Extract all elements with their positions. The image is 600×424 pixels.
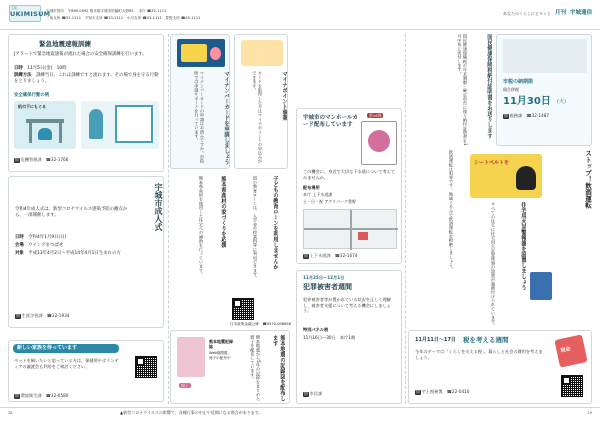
kumamon-mascot-icon [516, 166, 536, 190]
earthquake-title: 熊本地震の記録誌を配布します [271, 335, 285, 401]
section-heading [503, 7, 592, 21]
pet-qr-code[interactable] [135, 356, 157, 378]
earthquake-body: 熊本地震から5年の記録をまとめた冊子を配布しています。 [250, 335, 261, 401]
tax-badge-box [554, 334, 587, 367]
deadline-box-sub: 個合併税 [503, 87, 519, 92]
loan-qr-code[interactable] [232, 298, 254, 320]
tax-week-date: 11月11日〜17日 [415, 337, 456, 343]
date-label: 日時 [14, 66, 23, 71]
book-cover-image [177, 337, 205, 377]
tax-document-image [503, 39, 587, 73]
fire-body: すべての住宅に住宅用火災警報器の設置が義務付けられています。 [491, 202, 496, 328]
traffic-badge: シートベルトを [474, 160, 510, 166]
ceremony-body: 令和4年成人式は、新型コロナウイルス感染予防の観点から、一部開催します。 [15, 207, 128, 218]
pet-adoption-card [8, 340, 164, 402]
ceremony-target-row: 対象 平成13年4月2日〜平成14年4月1日生まれの方 [15, 251, 121, 256]
disaster-method-row [14, 73, 160, 85]
safety-illustration [81, 101, 159, 149]
location-map[interactable] [303, 209, 397, 249]
mynumber-banner [177, 39, 225, 67]
crime-event-label: 特別パネル展 [303, 327, 329, 332]
disaster-body: Jアラートで緊急地震速報が流れた場合の安全確保訓練を行います。 [14, 52, 147, 57]
example1-label: 机の下にもぐる [18, 104, 46, 109]
tax-week-body: 今年のテーマは「くらしを支える税」。暮らしと社会の費用を考えましょう。 [415, 349, 543, 360]
tax-week-qr-code[interactable] [561, 375, 583, 397]
method-label: 訓練方法 [14, 73, 32, 78]
manhole-place-label: 配布場所 [303, 185, 320, 190]
my-point-section [234, 34, 288, 169]
section-subtitle: あなたのくらしにピタッと [502, 11, 551, 17]
education-loan-body: 国の教育ローンは、入学金や授業料等に利用できます。 [253, 176, 258, 281]
tax-contact: 問 税務課 ☎32-1487 [504, 113, 550, 118]
traffic-title: ストップ！飲酒運転 [584, 150, 592, 209]
windmill-icon [530, 272, 552, 300]
book-caption: Web版閲覧、冊子の配布中 [209, 351, 232, 360]
page-number-right: 29 [587, 411, 592, 415]
manhole-contact: 問 上下水道課 ☎32-1674 [304, 253, 358, 258]
mynumber-title: マイナンバーカードを申請しましょう [223, 71, 229, 165]
mypoint-body: カードを取得した方はマイナポイントの申込みができます。 [252, 71, 263, 164]
section-name: 宇城通信 [569, 10, 592, 17]
disaster-contact: 問 危機管理課 ☎32-1766 [15, 157, 69, 162]
manhole-place1: 本庁 上下水道課 [303, 192, 333, 197]
fire-title: 住宅用火災警報器を設置しましょう [520, 202, 526, 290]
manhole-place2: 土・日・祝 アグリパーク豊野 [303, 199, 357, 204]
mypoint-banner [241, 40, 283, 66]
map-road [350, 210, 352, 250]
tax-deadline-card [496, 34, 592, 146]
card-icon [181, 44, 207, 62]
standing-person-icon [89, 109, 103, 139]
mypoint-title: マイナポイント事業 [281, 71, 287, 121]
crime-event: 11月16日〜30日 本庁1階 [303, 335, 356, 340]
disaster-date-row [14, 66, 67, 72]
tax-title: 国民健康保険税納付証明書をお送りします [486, 34, 492, 139]
ceremony-card [8, 176, 164, 328]
map-pin-icon [358, 232, 368, 240]
page-footer [0, 407, 600, 424]
disaster-method: 訓練当日、これは訓練ですと流れます。その場で身を守る行動をとりましょう。 [14, 73, 159, 84]
disaster-drill-card [8, 34, 164, 172]
person-icon [38, 128, 52, 140]
logo-title: UKIMISUM [10, 10, 51, 18]
disaster-date: 11月5日(金) 10時 [27, 66, 67, 71]
kumamoto-wood-title: 熊本県産材の家づくりを応援 [220, 176, 226, 248]
column-divider [168, 34, 169, 404]
tax-week-title: 税を考える週間 [463, 336, 509, 344]
crime-title: 犯罪被害者週間 [303, 283, 352, 291]
crime-body: 犯罪被害者等が置かれている状況を正しく理解し、被害者支援について考える機会にしましょう。 [303, 297, 391, 314]
pet-title: 新しい家族を待っています [17, 345, 78, 351]
ceremony-date-row: 日時 令和4年1月9日(日) [15, 235, 67, 240]
contact-mark: 問 [15, 158, 19, 162]
education-loan-title: 子どもの教育ローンを利用しませんか [272, 176, 278, 270]
covid-notice: ▲新型コロナウイルスの影響で、各種行事の中止や延期になる場合があります。 [120, 410, 263, 415]
window-icon [115, 105, 153, 143]
city-hall-contact: 宇城市役所 〒869-0592 熊本県宇城市松橋町大野85 本庁 ☎32-1111 [46, 9, 167, 13]
deadline-dow: (火) [557, 99, 566, 105]
loan-contact: 日本政策金融公庫 ☎0570-008656 [230, 322, 291, 326]
book-badge: 冊子 [181, 383, 189, 388]
manhole-title: 宇城市のマンホールカード配布しています [303, 115, 358, 129]
branch-contacts: 三角支所 ☎52-1111 不知火支所 ☎33-1111 小川支所 ☎43-1111 豊野支所 ☎45-1111 [46, 16, 201, 20]
manhole-card-section [296, 108, 402, 264]
logo-small-text: 広報 [11, 6, 18, 10]
crime-contact: 問 市民課 [304, 391, 323, 396]
kumamoto-wood-body: 熊本県産材を使用した住宅への補助を行っています。 [199, 176, 204, 277]
pet-body: ペットを飼いたいと思っている方は、保健所やボランティアの譲渡会も利用をご検討ください。 [14, 358, 119, 369]
crime-victims-week-section [296, 270, 402, 404]
pet-contact: 問 環境衛生課 ☎32-0580 [15, 393, 69, 398]
deadline-date: 11月30日 [503, 96, 551, 107]
desk-leg [59, 123, 62, 143]
traffic-banner [470, 154, 542, 198]
deadline-box-title: 市税の納期限 [503, 79, 534, 85]
tax-badge: 税金 [560, 346, 572, 355]
disaster-title: 緊急地震速報訓練 [39, 40, 91, 48]
issue-label: 月刊 [554, 10, 566, 17]
mynumber-body: マイナンバーカードの申請はお済みですか。市役所では申請サポートを行っています。 [194, 71, 205, 164]
ceremony-title: 宇城市成人式 [154, 183, 163, 231]
my-number-card-section [170, 34, 230, 169]
page-number-left: 28 [8, 411, 13, 415]
earthquake-record-card [170, 330, 290, 404]
tax-week-contact: 問 宇土税務署 ☎22-0410 [416, 389, 470, 394]
manhole-graphic [368, 130, 390, 152]
ceremony-contact: 問 生涯学習課 ☎32-1934 [16, 313, 70, 318]
tax-body: 国民健康保険税の年末調整・確定申告に使う納付証明書を1月中旬に送付します。 [457, 34, 468, 146]
tax-week-section [408, 330, 592, 404]
crime-date: 11月25日〜12月1日 [303, 275, 345, 280]
manhole-body: この機会に、身近で大切な下水道について考えてみませんか。 [303, 169, 396, 180]
desk-leg [29, 123, 32, 143]
mascot-icon [210, 47, 221, 60]
ceremony-place-row: 会場 ウイングまつばせ [15, 243, 64, 248]
book-title: 熊本地震記録誌 [209, 339, 233, 350]
column-divider [405, 34, 406, 404]
manhole-tag: 第16弾 [369, 113, 382, 118]
desk-illustration [14, 101, 76, 149]
manhole-card-image [361, 121, 397, 165]
howto-label: 安全確保行動の例 [14, 93, 50, 98]
traffic-body: 飲酒運転は犯罪です。地域ぐるみで飲酒運転を根絶しましょう。 [449, 150, 454, 272]
